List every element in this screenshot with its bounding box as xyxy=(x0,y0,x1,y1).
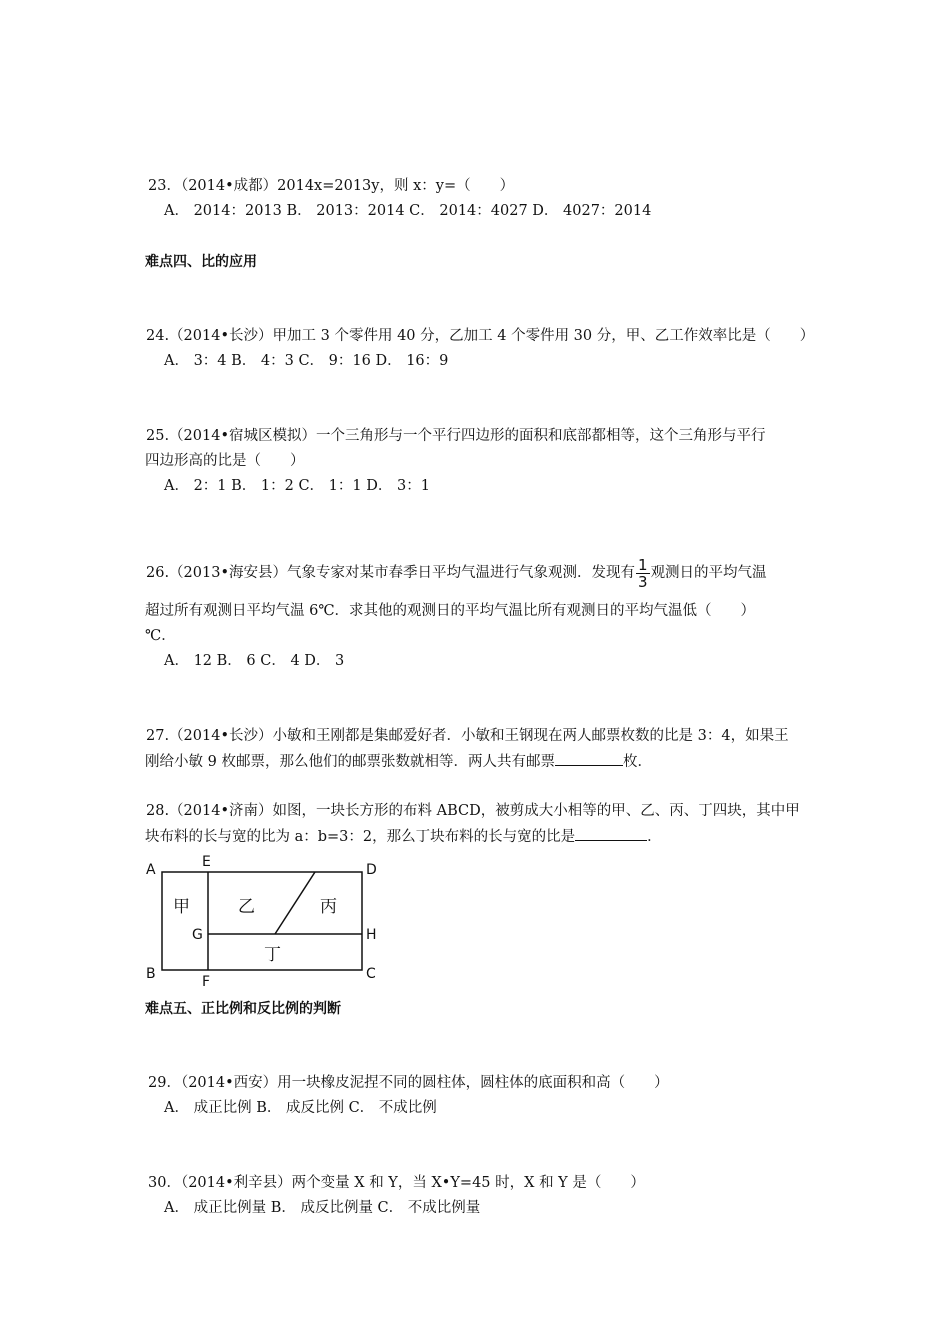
piece-yi: 乙 xyxy=(238,897,255,917)
q27-line2 xyxy=(145,751,652,772)
q29-options: A． 成正比例 B． 成反比例 C． 不成比例 xyxy=(164,1100,437,1116)
q28-line1: 28.（2014•济南）如图，一块长方形的布料 ABCD，被剪成大小相等的甲、乙、丙、丁四块，其中甲 xyxy=(146,803,800,819)
diagonal-cut xyxy=(275,872,315,934)
q26-options: A． 12 B． 6 C． 4 D． 3 xyxy=(164,653,345,669)
q26-line3: ℃． xyxy=(145,628,176,644)
label-h: H xyxy=(366,927,377,943)
q24-stem: 24.（2014•长沙）甲加工 3 个零件用 40 分，乙加工 4 个零件用 30 分，甲、乙工作效率比是（ ） xyxy=(146,328,815,344)
q25-line2: 四边形高的比是（ ） xyxy=(145,453,305,469)
q26-line1-after: 观测日的平均气温 xyxy=(650,565,767,581)
label-b: B xyxy=(146,966,156,982)
section4-title: 难点四、比的应用 xyxy=(145,254,257,270)
q23-options: A． 2014：2013 B． 2013：2014 C． 2014：4027 D． 4027：2014 xyxy=(164,203,652,219)
q28-line2 xyxy=(145,826,662,847)
q25-options: A． 2：1 B． 1：2 C． 1：1 D． 3：1 xyxy=(164,478,430,494)
piece-ding: 丁 xyxy=(264,945,281,965)
q26-line1 xyxy=(146,556,767,590)
section5-title: 难点五、正比例和反比例的判断 xyxy=(145,1001,341,1017)
q30-stem: 30．（2014•利辛县）两个变量 X 和 Y，当 X•Y=45 时，X 和 Y 是（ ） xyxy=(148,1175,645,1191)
label-c: C xyxy=(366,966,376,982)
label-d: D xyxy=(366,862,377,878)
q27-answer-blank[interactable] xyxy=(555,751,623,766)
outer-rectangle xyxy=(162,872,362,970)
fraction-denominator: 3 xyxy=(638,572,648,591)
q27-line2-before: 刚给小敏 9 枚邮票，那么他们的邮票张数就相等．两人共有邮票 xyxy=(145,754,555,770)
q27-line2-after: 枚． xyxy=(622,754,652,770)
fraction-numerator: 1 xyxy=(638,555,648,574)
q25-line1: 25.（2014•宿城区模拟）一个三角形与一个平行四边形的面积和底部都相等，这个三角形与平行 xyxy=(146,428,766,444)
piece-jia: 甲 xyxy=(173,897,190,917)
q26-line2: 超过所有观测日平均气温 6℃．求其他的观测日的平均气温比所有观测日的平均气温低（ ） xyxy=(145,603,756,619)
piece-bing: 丙 xyxy=(320,897,337,917)
q27-line1: 27.（2014•长沙）小敏和王刚都是集邮爱好者．小敏和王钢现在两人邮票枚数的比是 3：4，如果王 xyxy=(146,728,789,744)
q28-line2-before: 块布料的长与宽的比为 a：b=3：2，那么丁块布料的长与宽的比是 xyxy=(145,829,576,845)
one-third-fraction xyxy=(636,557,650,590)
label-a: A xyxy=(146,862,156,878)
q28-line2-after: ． xyxy=(647,829,662,845)
label-f: F xyxy=(202,974,211,990)
label-e: E xyxy=(202,854,211,870)
q28-answer-blank[interactable] xyxy=(575,826,647,841)
q24-options: A． 3：4 B． 4：3 C． 9：16 D． 16：9 xyxy=(164,353,449,369)
label-g: G xyxy=(192,927,203,943)
q26-line1-before: 26.（2013•海安县）气象专家对某市春季日平均气温进行气象观测．发现有 xyxy=(146,565,636,581)
q30-options: A． 成正比例量 B． 成反比例量 C． 不成比例量 xyxy=(164,1200,481,1216)
rectangle-abcd-figure xyxy=(140,850,390,992)
q29-stem: 29．（2014•西安）用一块橡皮泥捏不同的圆柱体，圆柱体的底面积和高（ ） xyxy=(148,1075,669,1091)
q23-stem: 23．（2014•成都）2014x=2013y，则 x：y=（ ） xyxy=(148,178,515,194)
